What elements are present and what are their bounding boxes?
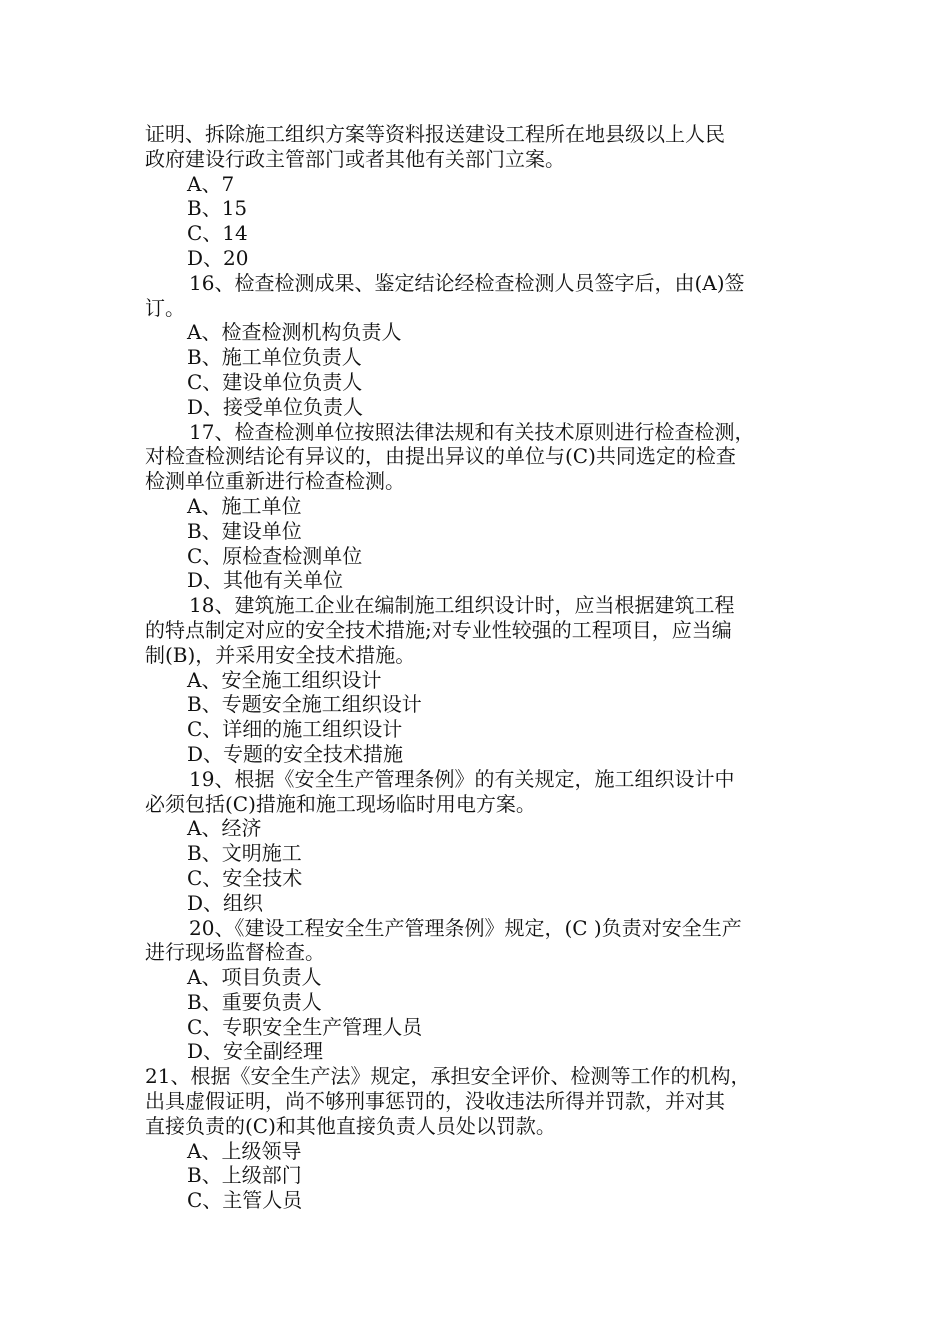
question-text-line: 政府建设行政主管部门或者其他有关部门立案。 bbox=[145, 146, 565, 171]
question-text-line: 的特点制定对应的安全技术措施;对专业性较强的工程项目，应当编 bbox=[145, 617, 732, 642]
option-b: B、上级部门 bbox=[187, 1163, 302, 1188]
question-16 bbox=[145, 271, 810, 420]
option-b: B、15 bbox=[187, 196, 248, 221]
question-20 bbox=[145, 916, 810, 1065]
option-c: C、详细的施工组织设计 bbox=[187, 717, 403, 742]
document-body bbox=[145, 122, 810, 1213]
question-text-line: 19、根据《安全生产管理条例》的有关规定，施工组织设计中 bbox=[189, 766, 735, 791]
question-text-line: 16、检查检测成果、鉴定结论经检查检测人员签字后，由(A)签 bbox=[189, 270, 745, 295]
option-a: A、7 bbox=[187, 171, 235, 196]
option-c: C、安全技术 bbox=[187, 865, 303, 890]
option-b: B、建设单位 bbox=[187, 518, 302, 543]
option-d: D、其他有关单位 bbox=[187, 568, 344, 593]
option-a: A、项目负责人 bbox=[187, 965, 322, 990]
option-a: A、安全施工组织设计 bbox=[187, 667, 382, 692]
question-text-line: 订。 bbox=[145, 295, 185, 320]
question-19 bbox=[145, 767, 810, 916]
option-d: D、组织 bbox=[187, 890, 264, 915]
question-text-line: 18、建筑施工企业在编制施工组织设计时，应当根据建筑工程 bbox=[189, 593, 735, 618]
option-b: B、重要负责人 bbox=[187, 989, 322, 1014]
option-c: C、主管人员 bbox=[187, 1188, 303, 1213]
question-text-line: 20、《建设工程安全生产管理条例》规定，(C )负责对安全生产 bbox=[189, 915, 742, 940]
option-d: D、安全副经理 bbox=[187, 1039, 324, 1064]
question-18 bbox=[145, 593, 810, 767]
option-d: D、20 bbox=[187, 245, 249, 270]
question-text-line: 21、根据《安全生产法》规定，承担安全评价、检测等工作的机构， bbox=[145, 1064, 751, 1089]
option-d: D、专题的安全技术措施 bbox=[187, 741, 404, 766]
question-text-line: 对检查检测结论有异议的，由提出异议的单位与(C)共同选定的检查 bbox=[145, 444, 736, 469]
question-text-line: 制(B)，并采用安全技术措施。 bbox=[145, 642, 416, 667]
question-17 bbox=[145, 420, 810, 594]
option-c: C、建设单位负责人 bbox=[187, 369, 363, 394]
option-b: B、专题安全施工组织设计 bbox=[187, 692, 422, 717]
question-text-line: 必须包括(C)措施和施工现场临时用电方案。 bbox=[145, 791, 536, 816]
option-c: C、原检查检测单位 bbox=[187, 543, 363, 568]
question-21 bbox=[145, 1064, 810, 1213]
question-text-line: 直接负责的(C)和其他直接负责人员处以罚款。 bbox=[145, 1113, 556, 1138]
option-c: C、专职安全生产管理人员 bbox=[187, 1014, 423, 1039]
option-a: A、施工单位 bbox=[187, 493, 302, 518]
question-text-line: 17、检查检测单位按照法律法规和有关技术原则进行检查检测， bbox=[189, 419, 755, 444]
option-b: B、施工单位负责人 bbox=[187, 345, 362, 370]
question-15-continuation bbox=[145, 122, 810, 271]
option-d: D、接受单位负责人 bbox=[187, 394, 364, 419]
option-c: C、14 bbox=[187, 221, 248, 246]
question-text-line: 检测单位重新进行检查检测。 bbox=[145, 469, 405, 494]
question-text-line: 出具虚假证明，尚不够刑事惩罚的，没收违法所得并罚款，并对其 bbox=[145, 1089, 725, 1114]
question-text-line: 进行现场监督检查。 bbox=[145, 940, 325, 965]
question-text-line: 证明、拆除施工组织方案等资料报送建设工程所在地县级以上人民 bbox=[145, 122, 725, 146]
option-a: A、上级领导 bbox=[187, 1138, 302, 1163]
option-a: A、经济 bbox=[187, 816, 262, 841]
option-b: B、文明施工 bbox=[187, 841, 302, 866]
option-a: A、检查检测机构负责人 bbox=[187, 320, 402, 345]
